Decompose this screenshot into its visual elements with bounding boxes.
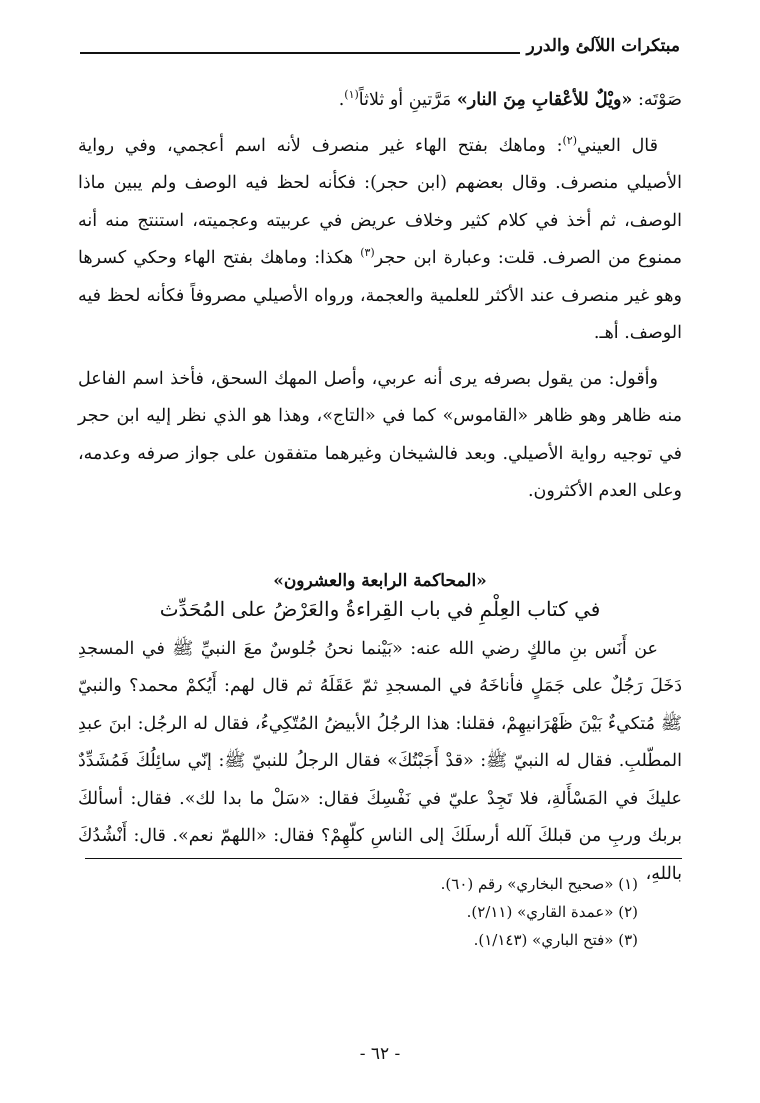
section-subheading: في كتاب العِلْمِ في باب القِراءةُ والعَرْضُ على المُحَدِّث	[159, 596, 601, 621]
footnote-2: (٢) «عمدة القاري» (٢/١١).	[466, 903, 638, 921]
footnote-ref-3[interactable]: (٣)	[360, 246, 375, 260]
footnote-1: (١) «صحيح البخاري» رقم (٦٠).	[440, 875, 638, 893]
header-rule	[80, 52, 520, 54]
p1-tail: مَرَّتينِ أو ثلاثاً	[358, 90, 457, 110]
p1-lead: صَوْتَه:	[632, 90, 682, 110]
paragraph-1	[78, 82, 682, 120]
book-title: مبتكرات اللآلئ والدرر	[526, 36, 680, 56]
paragraph-2	[78, 128, 682, 353]
p1-end: .	[338, 90, 345, 110]
p1-quote: «ويْلٌ للأعْقابِ مِنَ النار»	[456, 90, 633, 110]
running-header	[80, 34, 680, 64]
footnote-3: (٣) «فتح الباري» (١/١٤٣).	[473, 931, 638, 949]
page-number: - ٦٢ -	[359, 1044, 401, 1064]
p2-lead: قال العيني	[577, 135, 658, 156]
page-body	[78, 82, 682, 893]
footnote-ref-2[interactable]: (٢)	[562, 133, 578, 147]
p2-body-2: هكذا: وماهك بفتح الهاء وحكي كسرها وهو غير منصرف عند الأكثر للعلمية والعجمة، ورواه الأصيلي مصروفاً فكأنه لحظ فيه الوصف. أهـ.	[78, 248, 682, 343]
footnotes	[78, 870, 638, 954]
p2-body-1: : وماهك بفتح الهاء غير منصرف لأنه اسم أعجمي، وفي رواية الأصيلي منصرف. وقال بعضهم (ابن حجر): فكأنه لحظ فيه الوصف ولم يبين ماذا الوصف، ثم أخذ في كلام كثير وخلاف عريض في عربيته وعجميته، استنتج منه أنه ممنوع من الصرف. قلت: وعبارة ابن حجر	[78, 135, 682, 268]
paragraph-3: وأقول: من يقول بصرفه يرى أنه عربي، وأصل المهك السحق، فأخذ اسم الفاعل منه ظاهر وهو ظاهر «القاموس» كما في «التاج»، وهذا هو الذي نظر إليه ابن حجر في توجيه رواية الأصيلي. وبعد فالشيخان وغيرهما متفقون على جواز صرفه وعدمه، وعلى العدم الأكثرون.	[78, 368, 682, 501]
paragraph-4-hadith: عن أَنَس بنِ مالكٍ رضي الله عنه: «بَيْنما نحنُ جُلوسٌ معَ النبيِّ ﷺ في المسجدِ دَخَلَ رَجُلٌ على جَمَلٍ فأناخَهُ في المسجدِ ثمّ عَقَلَهُ ثم قال لهم: أَيُكمْ محمد؟ والنبيّ ﷺ مُتكيءٌ بَيْنَ ظَهْرَانيهِمْ، فقلنا: هذا الرجُلُ الأبيضُ المُتّكِيءُ، فقال له الرجُل: ابنَ عبدِ المطّلبِ. فقال له النبيّ ﷺ: «قدْ أَجَبْتُكَ» فقال الرجلُ للنبيّ ﷺ: إنّي سائِلُكَ فَمُشَدِّدٌ عليكَ في المَسْأَلةِ، فلا تَجِدْ عليّ في نَفْسِكَ فقال: «سَلْ ما بدا لك». فقال: أسألكَ بربك وربِ من قبلكَ آلله أرسلَكَ إلى الناسِ كلّهِمْ؟ فقال: «اللهمّ نعم». قال: أَنْشُدُكَ باللهِ،	[78, 638, 682, 884]
section-heading: «المحاكمة الرابعة والعشرون»	[273, 570, 487, 591]
footnote-ref-1[interactable]: (١)	[344, 88, 359, 102]
